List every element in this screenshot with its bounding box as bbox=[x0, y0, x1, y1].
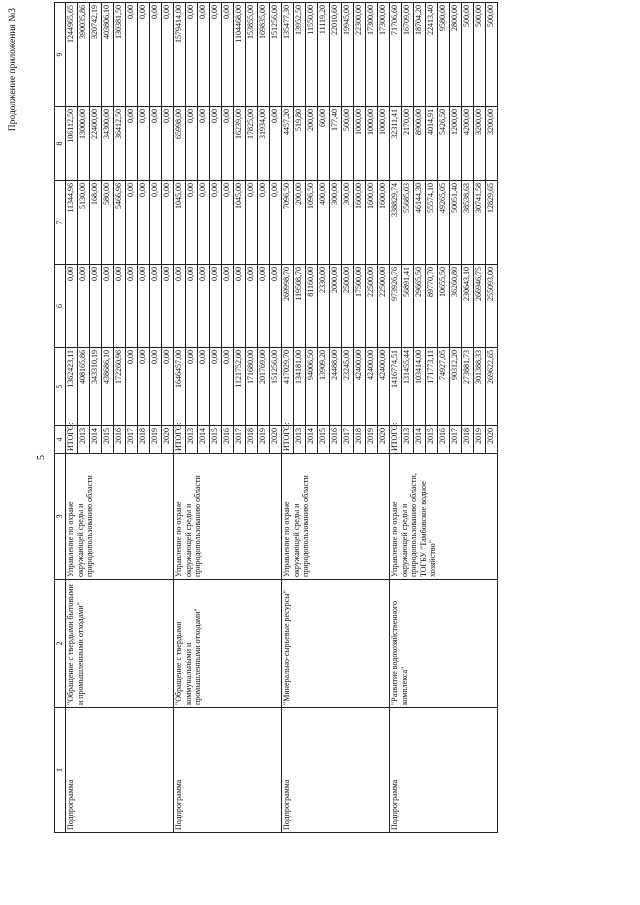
amount-cell: 1000,00 bbox=[366, 107, 378, 181]
amount-cell: 0,00 bbox=[222, 348, 234, 426]
amount-cell: 50051,40 bbox=[450, 181, 462, 265]
amount-cell: 38538,63 bbox=[462, 181, 474, 265]
amount-cell: 0,00 bbox=[234, 265, 246, 348]
amount-cell: 0,00 bbox=[270, 181, 282, 265]
amount-cell: 403806,10 bbox=[102, 3, 114, 107]
amount-cell: 106112,50 bbox=[66, 107, 78, 181]
amount-cell: 134181,00 bbox=[294, 348, 306, 426]
amount-cell: 0,00 bbox=[150, 181, 162, 265]
amount-cell: 0,00 bbox=[90, 265, 102, 348]
amount-cell: 19945,00 bbox=[342, 3, 354, 107]
amount-cell: 2330,00 bbox=[318, 265, 330, 348]
table-row bbox=[282, 3, 294, 833]
year-cell: 2017 bbox=[234, 426, 246, 454]
amount-cell: 0,00 bbox=[66, 265, 78, 348]
amount-cell: 0,00 bbox=[186, 265, 198, 348]
amount-cell: 31934,00 bbox=[258, 107, 270, 181]
amount-cell: 0,00 bbox=[258, 265, 270, 348]
amount-cell: 0,00 bbox=[150, 107, 162, 181]
amount-cell: 300,00 bbox=[342, 181, 354, 265]
amount-cell: 0,00 bbox=[162, 107, 174, 181]
year-cell: 2016 bbox=[222, 426, 234, 454]
amount-cell: 56891,41 bbox=[402, 265, 414, 348]
year-cell: 2019 bbox=[258, 426, 270, 454]
amount-cell: 13000,00 bbox=[78, 107, 90, 181]
amount-cell: 131455,44 bbox=[402, 348, 414, 426]
amount-cell: 119508,70 bbox=[294, 265, 306, 348]
amount-cell: 0,00 bbox=[162, 265, 174, 348]
year-cell: 2013 bbox=[186, 426, 198, 454]
amount-cell: 24488,00 bbox=[330, 348, 342, 426]
amount-cell: 417029,70 bbox=[282, 348, 294, 426]
amount-cell: 17500,00 bbox=[354, 265, 366, 348]
amount-cell: 0,00 bbox=[270, 265, 282, 348]
year-cell: 2013 bbox=[402, 426, 414, 454]
amount-cell: 18704,20 bbox=[414, 3, 426, 107]
year-cell: 2018 bbox=[246, 426, 258, 454]
amount-cell: 0,00 bbox=[138, 3, 150, 107]
year-cell: 2014 bbox=[198, 426, 210, 454]
amount-cell: 1121752,00 bbox=[234, 348, 246, 426]
amount-cell: 0,00 bbox=[246, 265, 258, 348]
amount-cell: 0,00 bbox=[126, 265, 138, 348]
budget-table bbox=[54, 2, 498, 833]
amount-cell: 500,00 bbox=[474, 3, 486, 107]
header-cell: 2 bbox=[55, 580, 66, 708]
year-cell: 2018 bbox=[354, 426, 366, 454]
amount-cell: 1045,00 bbox=[234, 181, 246, 265]
program-name-cell: "Обращение с твердыми бытовыми и промышленными отходами" bbox=[66, 580, 174, 708]
header-cell: 8 bbox=[55, 107, 66, 181]
amount-cell: 0,00 bbox=[186, 3, 198, 107]
amount-cell: 0,00 bbox=[270, 107, 282, 181]
amount-cell: 4457,20 bbox=[282, 107, 294, 181]
amount-cell: 42400,00 bbox=[354, 348, 366, 426]
program-name-cell: "Обращение с твердыми коммунальными и промышленными отходами" bbox=[174, 580, 282, 708]
amount-cell: 0,00 bbox=[258, 181, 270, 265]
amount-cell: 269622,65 bbox=[486, 348, 498, 426]
amount-cell: 1579414,00 bbox=[174, 3, 186, 107]
amount-cell: 0,00 bbox=[186, 181, 198, 265]
year-cell: 2017 bbox=[126, 426, 138, 454]
amount-cell: 153855,00 bbox=[246, 3, 258, 107]
year-cell: 2013 bbox=[78, 426, 90, 454]
year-cell: 2014 bbox=[306, 426, 318, 454]
amount-cell: 320742,19 bbox=[90, 3, 102, 107]
amount-cell: 0,00 bbox=[210, 181, 222, 265]
amount-cell: 0,00 bbox=[222, 107, 234, 181]
amount-cell: 0,00 bbox=[126, 107, 138, 181]
responsible-executor-cell: Управление по охране окружающей среды и природопользованию области bbox=[282, 454, 390, 580]
amount-cell: 1416774,51 bbox=[390, 348, 402, 426]
amount-cell: 171773,11 bbox=[426, 348, 438, 426]
amount-cell: 0,00 bbox=[198, 107, 210, 181]
amount-cell: 65998,00 bbox=[174, 107, 186, 181]
amount-cell: 29665,50 bbox=[414, 265, 426, 348]
header-cell: 1 bbox=[55, 708, 66, 833]
amount-cell: 343310,19 bbox=[90, 348, 102, 426]
amount-cell: 0,00 bbox=[162, 181, 174, 265]
page-number: 5 bbox=[36, 455, 47, 460]
year-cell: 2015 bbox=[102, 426, 114, 454]
amount-cell: 0,00 bbox=[198, 265, 210, 348]
amount-cell: 103414,00 bbox=[414, 348, 426, 426]
amount-cell: 1045,00 bbox=[174, 181, 186, 265]
amount-cell: 171680,00 bbox=[246, 348, 258, 426]
amount-cell: 12829,65 bbox=[486, 181, 498, 265]
appendix-label: Продолжение приложения №3 bbox=[8, 8, 18, 132]
amount-cell: 300,00 bbox=[330, 181, 342, 265]
year-cell: ИТОГО: bbox=[282, 426, 294, 454]
program-name-cell: "Минерально-сырьевые ресурсы" bbox=[282, 580, 390, 708]
year-cell: 2020 bbox=[162, 426, 174, 454]
table-row bbox=[174, 3, 186, 833]
amount-cell: 9580,00 bbox=[438, 3, 450, 107]
program-type-cell: Подпрограмма bbox=[174, 708, 282, 833]
amount-cell: 0,00 bbox=[198, 3, 210, 107]
amount-cell: 36260,80 bbox=[450, 265, 462, 348]
amount-cell: 8900,00 bbox=[414, 107, 426, 181]
amount-cell: 42400,00 bbox=[366, 348, 378, 426]
amount-cell: 0,00 bbox=[246, 181, 258, 265]
amount-cell: 200,00 bbox=[294, 181, 306, 265]
amount-cell: 1646457,00 bbox=[174, 348, 186, 426]
amount-cell: 338829,74 bbox=[390, 181, 402, 265]
amount-cell: 0,00 bbox=[162, 3, 174, 107]
amount-cell: 1600,00 bbox=[366, 181, 378, 265]
header-cell: 5 bbox=[55, 348, 66, 426]
amount-cell: 23245,00 bbox=[342, 348, 354, 426]
amount-cell: 0,00 bbox=[138, 348, 150, 426]
year-cell: 2019 bbox=[150, 426, 162, 454]
amount-cell: 71706,60 bbox=[390, 3, 402, 107]
amount-cell: 94006,50 bbox=[306, 348, 318, 426]
amount-cell: 1000,00 bbox=[354, 107, 366, 181]
year-cell: 2019 bbox=[366, 426, 378, 454]
amount-cell: 11344,96 bbox=[66, 181, 78, 265]
year-cell: ИТОГО: bbox=[390, 426, 402, 454]
amount-cell: 0,00 bbox=[138, 265, 150, 348]
responsible-executor-cell: Управление по охране окружающей среды и природопользованию области, ТОГБУ "Тамбовское водное хозяйство" bbox=[390, 454, 498, 580]
amount-cell: 0,00 bbox=[114, 265, 126, 348]
amount-cell: 201769,00 bbox=[258, 348, 270, 426]
amount-cell: 0,00 bbox=[186, 348, 198, 426]
amount-cell: 408165,86 bbox=[78, 348, 90, 426]
year-cell: 2018 bbox=[462, 426, 474, 454]
header-cell: 9 bbox=[55, 3, 66, 107]
amount-cell: 0,00 bbox=[186, 107, 198, 181]
amount-cell: 36412,50 bbox=[114, 107, 126, 181]
amount-cell: 0,00 bbox=[210, 107, 222, 181]
amount-cell: 580,00 bbox=[102, 181, 114, 265]
amount-cell: 1600,00 bbox=[378, 181, 390, 265]
amount-cell: 0,00 bbox=[102, 265, 114, 348]
header-cell: 4 bbox=[55, 426, 66, 454]
amount-cell: 0,00 bbox=[174, 265, 186, 348]
amount-cell: 273881,73 bbox=[462, 348, 474, 426]
amount-cell: 22500,00 bbox=[366, 265, 378, 348]
amount-cell: 42400,00 bbox=[378, 348, 390, 426]
amount-cell: 151256,00 bbox=[270, 348, 282, 426]
program-type-cell: Подпрограмма bbox=[66, 708, 174, 833]
amount-cell: 0,00 bbox=[198, 348, 210, 426]
amount-cell: 55574,10 bbox=[426, 181, 438, 265]
amount-cell: 269998,70 bbox=[282, 265, 294, 348]
amount-cell: 34300,00 bbox=[102, 107, 114, 181]
amount-cell: 17300,00 bbox=[366, 3, 378, 107]
amount-cell: 500,00 bbox=[462, 3, 474, 107]
amount-cell: 4200,00 bbox=[462, 107, 474, 181]
amount-cell: 1104468,00 bbox=[234, 3, 246, 107]
amount-cell: 22400,00 bbox=[90, 107, 102, 181]
amount-cell: 0,00 bbox=[210, 348, 222, 426]
amount-cell: 400,00 bbox=[318, 181, 330, 265]
amount-cell: 1600,00 bbox=[354, 181, 366, 265]
amount-cell: 16709,00 bbox=[402, 3, 414, 107]
amount-cell: 0,00 bbox=[138, 181, 150, 265]
amount-cell: 17300,00 bbox=[378, 3, 390, 107]
amount-cell: 49265,05 bbox=[438, 181, 450, 265]
amount-cell: 1096,50 bbox=[306, 181, 318, 265]
year-cell: ИТОГО: bbox=[66, 426, 78, 454]
amount-cell: 3200,00 bbox=[486, 107, 498, 181]
amount-cell: 89770,70 bbox=[426, 265, 438, 348]
amount-cell: 22500,00 bbox=[378, 265, 390, 348]
amount-cell: 973926,76 bbox=[390, 265, 402, 348]
year-cell: 2017 bbox=[342, 426, 354, 454]
year-cell: 2016 bbox=[330, 426, 342, 454]
amount-cell: 0,00 bbox=[150, 3, 162, 107]
year-cell: 2013 bbox=[294, 426, 306, 454]
amount-cell: 177,40 bbox=[330, 107, 342, 181]
amount-cell: 0,00 bbox=[222, 265, 234, 348]
amount-cell: 0,00 bbox=[222, 3, 234, 107]
amount-cell: 0,00 bbox=[126, 348, 138, 426]
amount-cell: 169835,00 bbox=[258, 3, 270, 107]
amount-cell: 2000,00 bbox=[330, 265, 342, 348]
amount-cell: 151256,00 bbox=[270, 3, 282, 107]
amount-cell: 301388,33 bbox=[474, 348, 486, 426]
year-cell: 2020 bbox=[378, 426, 390, 454]
amount-cell: 0,00 bbox=[210, 265, 222, 348]
amount-cell: 0,00 bbox=[210, 3, 222, 107]
amount-cell: 1000,00 bbox=[378, 107, 390, 181]
year-cell: 2015 bbox=[318, 426, 330, 454]
amount-cell: 46144,30 bbox=[414, 181, 426, 265]
amount-cell: 2170,00 bbox=[402, 107, 414, 181]
amount-cell: 2500,00 bbox=[342, 265, 354, 348]
amount-cell: 172260,96 bbox=[114, 348, 126, 426]
amount-cell: 0,00 bbox=[198, 181, 210, 265]
amount-cell: 22010,60 bbox=[330, 3, 342, 107]
amount-cell: 3200,00 bbox=[474, 107, 486, 181]
amount-cell: 11550,00 bbox=[306, 3, 318, 107]
amount-cell: 230643,10 bbox=[462, 265, 474, 348]
amount-cell: 0,00 bbox=[78, 265, 90, 348]
amount-cell: 5130,00 bbox=[78, 181, 90, 265]
amount-cell: 5466,96 bbox=[114, 181, 126, 265]
responsible-executor-cell: Управление по охране окружающей среды и природопользованию области bbox=[66, 454, 174, 580]
amount-cell: 200,00 bbox=[306, 107, 318, 181]
amount-cell: 74927,05 bbox=[438, 348, 450, 426]
amount-cell: 81160,00 bbox=[306, 265, 318, 348]
amount-cell: 255093,00 bbox=[486, 265, 498, 348]
year-cell: 2016 bbox=[438, 426, 450, 454]
year-cell: 2015 bbox=[210, 426, 222, 454]
amount-cell: 11119,20 bbox=[318, 3, 330, 107]
amount-cell: 0,00 bbox=[150, 265, 162, 348]
responsible-executor-cell: Управление по охране окружающей среды и природопользованию области bbox=[174, 454, 282, 580]
year-cell: 2020 bbox=[486, 426, 498, 454]
amount-cell: 10655,50 bbox=[438, 265, 450, 348]
amount-cell: 0,00 bbox=[138, 107, 150, 181]
amount-cell: 17825,00 bbox=[246, 107, 258, 181]
amount-cell: 60,00 bbox=[318, 107, 330, 181]
year-cell: 2018 bbox=[138, 426, 150, 454]
header-cell: 6 bbox=[55, 265, 66, 348]
amount-cell: 22413,40 bbox=[426, 3, 438, 107]
amount-cell: 22300,00 bbox=[354, 3, 366, 107]
table-row bbox=[66, 3, 78, 833]
year-cell: 2014 bbox=[414, 426, 426, 454]
amount-cell: 30741,58 bbox=[474, 181, 486, 265]
year-cell: ИТОГО: bbox=[174, 426, 186, 454]
year-cell: 2020 bbox=[270, 426, 282, 454]
amount-cell: 519,80 bbox=[294, 107, 306, 181]
year-cell: 2016 bbox=[114, 426, 126, 454]
amount-cell: 168,00 bbox=[90, 181, 102, 265]
program-type-cell: Подпрограмма bbox=[390, 708, 498, 833]
amount-cell: 4014,91 bbox=[426, 107, 438, 181]
amount-cell: 13952,50 bbox=[294, 3, 306, 107]
amount-cell: 1200,00 bbox=[450, 107, 462, 181]
header-cell: 7 bbox=[55, 181, 66, 265]
amount-cell: 500,00 bbox=[486, 3, 498, 107]
amount-cell: 55685,03 bbox=[402, 181, 414, 265]
amount-cell: 1244965,65 bbox=[66, 3, 78, 107]
amount-cell: 438686,10 bbox=[102, 348, 114, 426]
year-cell: 2015 bbox=[426, 426, 438, 454]
amount-cell: 2800,00 bbox=[450, 3, 462, 107]
year-cell: 2017 bbox=[450, 426, 462, 454]
amount-cell: 500,00 bbox=[342, 107, 354, 181]
amount-cell: 16239,00 bbox=[234, 107, 246, 181]
header-row bbox=[55, 3, 66, 833]
amount-cell: 130381,50 bbox=[114, 3, 126, 107]
amount-cell: 32311,41 bbox=[390, 107, 402, 181]
amount-cell: 90312,20 bbox=[450, 348, 462, 426]
table-row bbox=[390, 3, 402, 833]
year-cell: 2019 bbox=[474, 426, 486, 454]
year-cell: 2014 bbox=[90, 426, 102, 454]
program-type-cell: Подпрограмма bbox=[282, 708, 390, 833]
amount-cell: 390035,86 bbox=[78, 3, 90, 107]
amount-cell: 7096,50 bbox=[282, 181, 294, 265]
amount-cell: 135477,30 bbox=[282, 3, 294, 107]
amount-cell: 266946,75 bbox=[474, 265, 486, 348]
amount-cell: 0,00 bbox=[126, 3, 138, 107]
amount-cell: 0,00 bbox=[150, 348, 162, 426]
amount-cell: 13909,20 bbox=[318, 348, 330, 426]
program-name-cell: "Развитие водохозяйственного комплекса" bbox=[390, 580, 498, 708]
header-cell: 3 bbox=[55, 454, 66, 580]
amount-cell: 5426,50 bbox=[438, 107, 450, 181]
amount-cell: 1362423,11 bbox=[66, 348, 78, 426]
amount-cell: 0,00 bbox=[126, 181, 138, 265]
amount-cell: 0,00 bbox=[162, 348, 174, 426]
amount-cell: 0,00 bbox=[222, 181, 234, 265]
